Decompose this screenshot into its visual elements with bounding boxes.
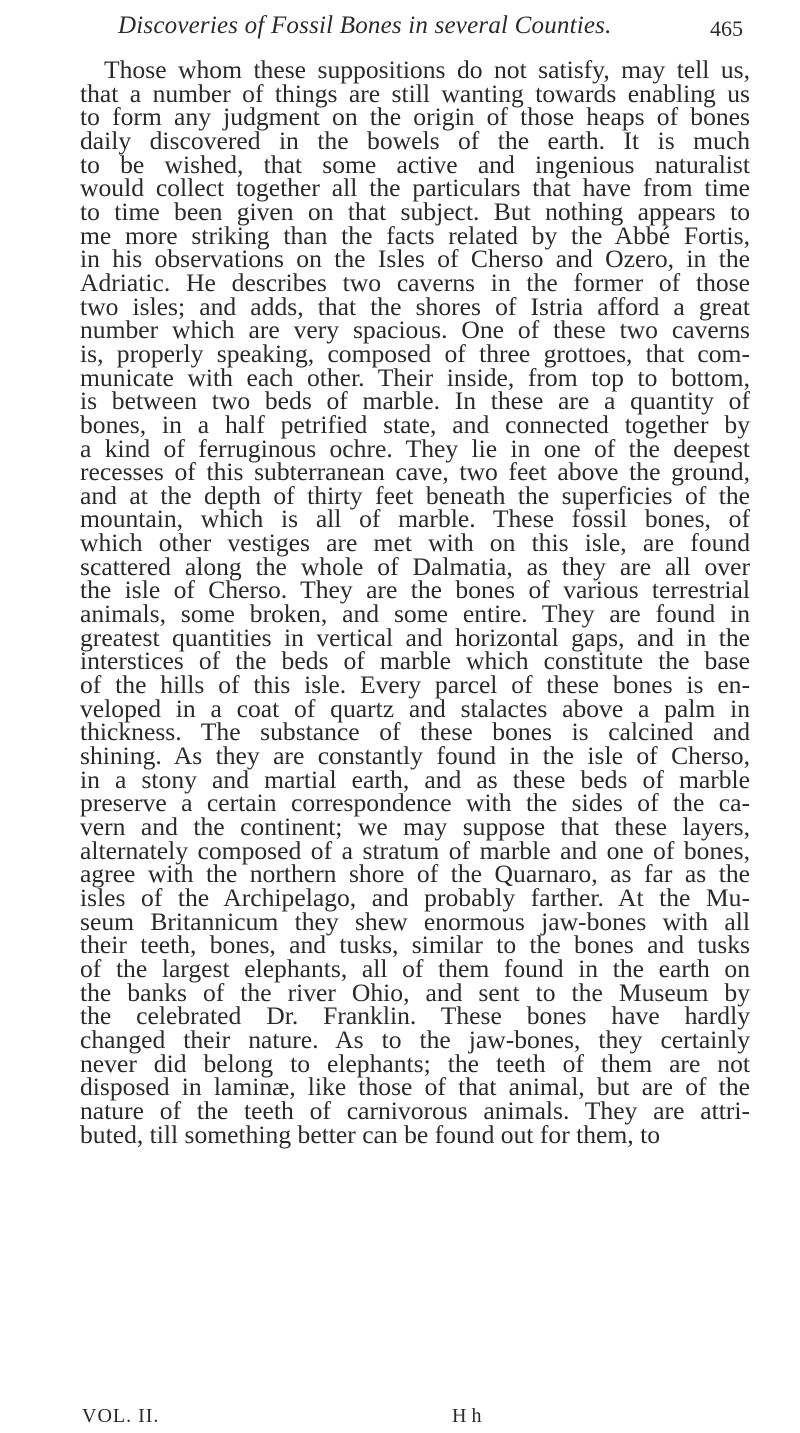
page-footer — [82, 1405, 722, 1431]
running-header — [118, 4, 743, 50]
text-line: shining. As they are constantly found in the isle of Cherso, — [80, 741, 750, 771]
text-line: isles of the Archipelago, and probably farther. At the Mu- — [80, 882, 750, 912]
text-line: their teeth, bones, and tusks, similar to the bones and tusks — [80, 930, 750, 960]
text-line: is between two beds of marble. In these are a quantity of — [80, 386, 750, 416]
text-line: two isles; and adds, that the shores of Istria afford a great — [80, 291, 750, 321]
text-line: of the largest elephants, all of them found in the earth on — [80, 953, 750, 983]
text-line: and at the depth of thirty feet beneath the superficies of the — [80, 480, 750, 510]
text-line: the isle of Cherso. They are the bones of various terrestrial — [80, 575, 750, 605]
text-line: preserve a certain correspondence with the sides of the ca- — [80, 788, 750, 818]
text-line: disposed in laminæ, like those of that animal, but are of the — [80, 1072, 750, 1102]
text-line: a kind of ferruginous ochre. They lie in one of the deepest — [80, 433, 750, 463]
text-line: in his observations on the Isles of Cherso and Ozero, in the — [80, 244, 750, 274]
text-line: to time been given on that subject. But nothing appears to — [80, 196, 750, 226]
text-line: that a number of things are still wanting towards enabling us — [80, 78, 750, 108]
text-line: seum Britannicum they shew enormous jaw-bones with all — [80, 906, 750, 936]
text-line: to be wished, that some active and ingenious naturalist — [80, 149, 750, 179]
text-line: greatest quantities in vertical and horizontal gaps, and in the — [80, 622, 750, 652]
text-line: in a stony and martial earth, and as these beds of marble — [80, 764, 750, 794]
text-line: veloped in a coat of quartz and stalactes above a palm in — [80, 693, 750, 723]
text-line: animals, some broken, and some entire. They are found in — [80, 599, 750, 629]
text-line: recesses of this subterranean cave, two feet above the ground, — [80, 457, 750, 487]
text-line: daily discovered in the bowels of the earth. It is much — [80, 125, 750, 155]
signature-mark: H h — [452, 1405, 482, 1427]
text-line: scattered along the whole of Dalmatia, as they are all over — [80, 551, 750, 581]
text-line: would collect together all the particulars that have from time — [80, 173, 750, 203]
text-line: vern and the continent; we may suppose that these layers, — [80, 812, 750, 841]
volume-label: VOL. II. — [82, 1405, 160, 1427]
text-line: the banks of the river Ohio, and sent to the Museum by — [80, 977, 750, 1007]
text-line: of the hills of this isle. Every parcel of these bones is en- — [80, 670, 750, 700]
text-line: number which are very spacious. One of these two caverns — [80, 315, 750, 345]
text-line: thickness. The substance of these bones is calcined and — [80, 717, 750, 747]
text-line: Those whom these suppositions do not satisfy, may tell us, — [104, 55, 750, 84]
text-line: Adriatic. He describes two caverns in the former of those — [80, 267, 750, 297]
body-paragraph — [80, 55, 750, 1149]
text-line: to form any judgment on the origin of those heaps of bones — [80, 102, 750, 132]
text-line: municate with each other. Their inside, from top to bottom, — [80, 362, 750, 392]
text-line: mountain, which is all of marble. These fossil bones, of — [80, 504, 750, 534]
text-line: is, properly speaking, composed of three grottoes, that com- — [80, 338, 750, 368]
text-line: agree with the northern shore of the Quarnaro, as far as the — [80, 859, 750, 889]
text-line: buted, till something better can be found out for them, to — [80, 1119, 660, 1149]
text-line: changed their nature. As to the jaw-bones, they certainly — [80, 1024, 750, 1054]
text-line: alternately composed of a stratum of marble and one of bones, — [80, 835, 750, 865]
page-number: 465 — [710, 16, 743, 41]
text-line: me more striking than the facts related by the Abbé Fortis, — [80, 220, 750, 250]
text-line: nature of the teeth of carnivorous animals. They are attri- — [80, 1095, 750, 1125]
text-line: never did belong to elephants; the teeth of them are not — [80, 1048, 750, 1078]
text-line: interstices of the beds of marble which constitute the base — [80, 646, 750, 676]
text-line: which other vestiges are met with on this isle, are found — [80, 528, 750, 558]
text-line: bones, in a half petrified state, and connected together by — [80, 409, 750, 439]
text-line: the celebrated Dr. Franklin. These bones have hardly — [80, 1001, 750, 1031]
running-title: Discoveries of Fossil Bones in several Counties. — [118, 12, 612, 39]
